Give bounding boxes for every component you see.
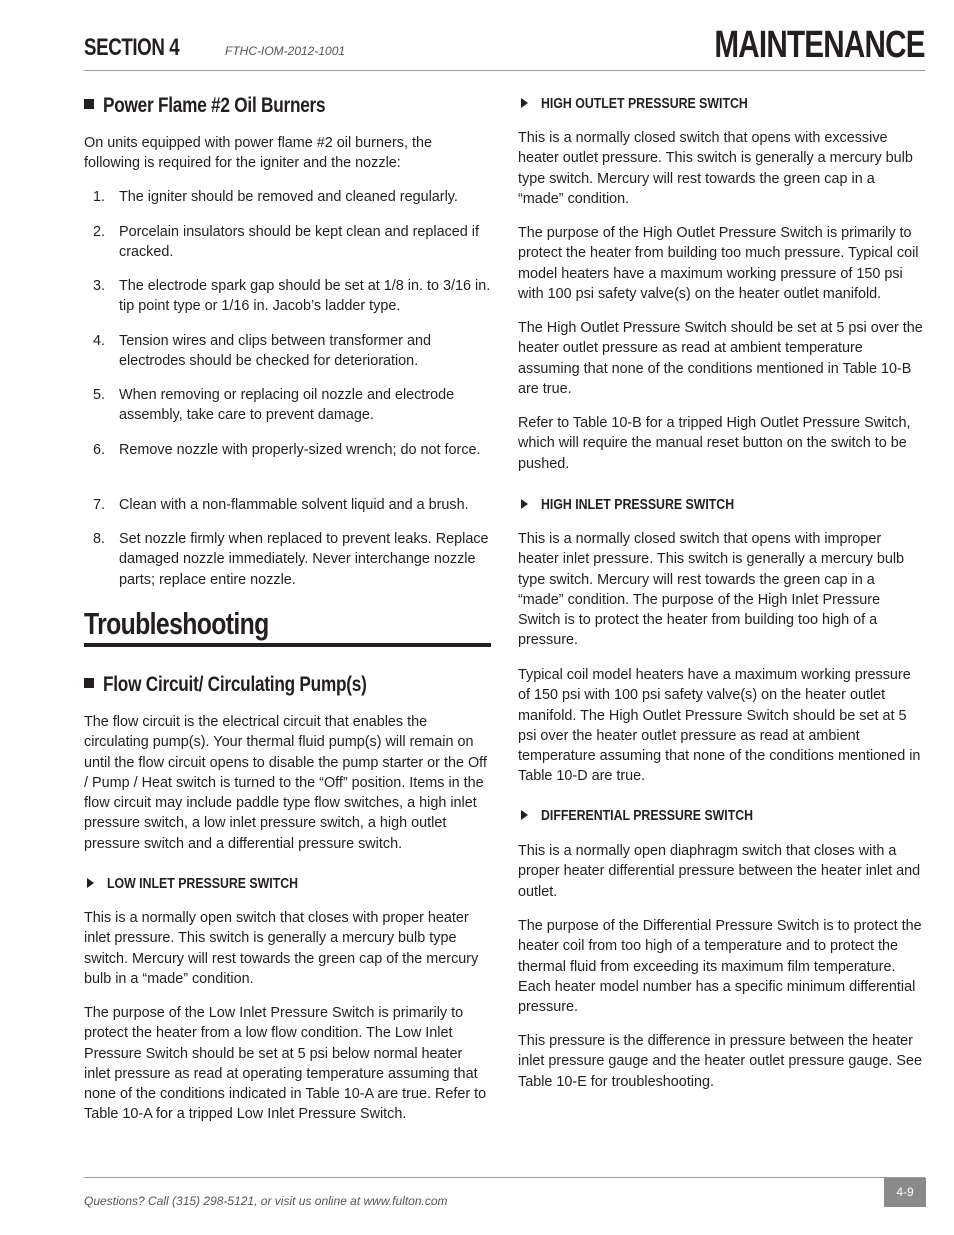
high-inlet-heading: HIGH INLET PRESSURE SWITCH <box>518 497 768 513</box>
high-inlet-paragraph: This is a normally closed switch that opens with improper heater inlet pressure. This switch is generally a mercury bulb type switch. Mercury will rest towards the green cap in a “made” condition. The purpose of the High Inlet Pressure Switch is to protect the heater from building too high of a pressure. <box>518 531 905 649</box>
triangle-bullet-icon <box>521 810 528 820</box>
oil-burners-heading: Power Flame #2 Oil Burners <box>84 94 374 118</box>
list-item: 6. Remove nozzle with properly-sized wrench; do not force. <box>93 442 481 458</box>
list-item: 8. Set nozzle firmly when replaced to prevent leaks. Replace damaged nozzle immediately. Never interchange nozzle parts; replace entire nozzle. <box>93 531 489 588</box>
list-item: 4. Tension wires and clips between transformer and electrodes should be checked for deterioration. <box>93 333 431 370</box>
list-item: 1. The igniter should be removed and cleaned regularly. <box>93 189 458 205</box>
differential-heading: DIFFERENTIAL PRESSURE SWITCH <box>518 808 790 824</box>
list-item: 7. Clean with a non-flammable solvent liquid and a brush. <box>93 497 469 513</box>
high-outlet-paragraph: The High Outlet Pressure Switch should be set at 5 psi over the heater outlet pressure as read at ambient temperature assuming that none of the conditions mentioned in Table 10-B are true. <box>518 320 923 397</box>
square-bullet-icon <box>84 678 94 688</box>
page-header <box>84 24 925 71</box>
flow-circuit-text: The flow circuit is the electrical circuit that enables the circulating pump(s). Your thermal fluid pump(s) will remain on until the flow circuit opens to disable the pump starter or the Off / Pump / Heat switch is turned to the “Off” position. Items in the flow circuit may include paddle type flow switches, a high inlet pressure switch, a low inlet pressure switch, a high outlet pressure switch and a differential pressure switch. <box>84 714 487 852</box>
high-outlet-paragraph: This is a normally closed switch that opens with excessive heater outlet pressure. This switch is generally a mercury bulb type switch. Mercury will rest towards the green cap in a “made” condition. <box>518 130 913 207</box>
high-outlet-paragraph: The purpose of the High Outlet Pressure Switch is primarily to protect the heater from building too much pressure. Typical coil model heaters have a maximum working pressure of 150 psi with 100 psi safety valve(s) on the heater outlet manifold. <box>518 225 919 302</box>
list-item: 5. When removing or replacing oil nozzle and electrode assembly, take care to prevent damage. <box>93 387 455 424</box>
oil-burners-intro: On units equipped with power flame #2 oil burners, the following is required for the igniter and the nozzle: <box>84 135 432 172</box>
triangle-bullet-icon <box>521 499 528 509</box>
troubleshooting-heading: Troubleshooting <box>84 606 269 641</box>
section-title: MAINTENANCE <box>714 24 925 66</box>
differential-paragraph: The purpose of the Differential Pressure Switch is to protect the heater coil from too high of a temperature and to protect the thermal fluid from exceeding its maximum film temperature. Each heater model number has a specific minimum differential pressure. <box>518 918 922 1016</box>
list-item: 3. The electrode spark gap should be set at 1/8 in. to 3/16 in. tip point type or 1/16 in. Jacob’s ladder type. <box>93 278 491 315</box>
low-inlet-paragraph: This is a normally open switch that closes with proper heater inlet pressure. This switch is generally a mercury bulb type switch. Mercury will rest towards the green cap of the mercury bulb in a “made” condition. <box>84 910 479 987</box>
footer-rule <box>84 1177 925 1178</box>
high-outlet-heading: HIGH OUTLET PRESSURE SWITCH <box>518 96 784 112</box>
section-label: SECTION 4 <box>84 34 180 61</box>
square-bullet-icon <box>84 99 94 109</box>
differential-paragraph: This is a normally open diaphragm switch that closes with a proper heater differential pressure between the heater inlet and outlet. <box>518 843 921 900</box>
document-id: FTHC-IOM-2012-1001 <box>225 44 346 58</box>
triangle-bullet-icon <box>521 98 528 108</box>
heading-rule <box>84 643 491 647</box>
differential-paragraph: This pressure is the difference in pressure between the heater inlet pressure gauge and the heater outlet pressure gauge. See Table 10-E for troubleshooting. <box>518 1033 923 1090</box>
low-inlet-heading: LOW INLET PRESSURE SWITCH <box>84 876 332 892</box>
low-inlet-paragraph: The purpose of the Low Inlet Pressure Switch is primarily to protect the heater from a low flow condition. The Low Inlet Pressure Switch should be set at 5 psi below normal heater inlet pressure as read at operating temperature assuming that none of the conditions indicated in Table 10-A are true. Refer to Table 10-A for a tripped Low Inlet Pressure Switch. <box>84 1005 487 1123</box>
triangle-bullet-icon <box>87 878 94 888</box>
flow-circuit-heading: Flow Circuit/ Circulating Pump(s) <box>84 673 424 697</box>
footer-contact: Questions? Call (315) 298-5121, or visit us online at www.fulton.com <box>84 1194 448 1208</box>
high-outlet-paragraph: Refer to Table 10-B for a tripped High Outlet Pressure Switch, which will require the manual reset button on the switch to be pushed. <box>518 415 911 472</box>
page-number: 4-9 <box>884 1178 926 1207</box>
high-inlet-paragraph: Typical coil model heaters have a maximum working pressure of 150 psi with 100 psi safety valve(s) on the heater outlet manifold. The High Outlet Pressure Switch should be set at 5 psi over the heater outlet pressure as read at ambient temperature assuming that none of the conditions mentioned in Table 10-D are true. <box>518 667 921 785</box>
list-item: 2. Porcelain insulators should be kept clean and replaced if cracked. <box>93 224 479 261</box>
